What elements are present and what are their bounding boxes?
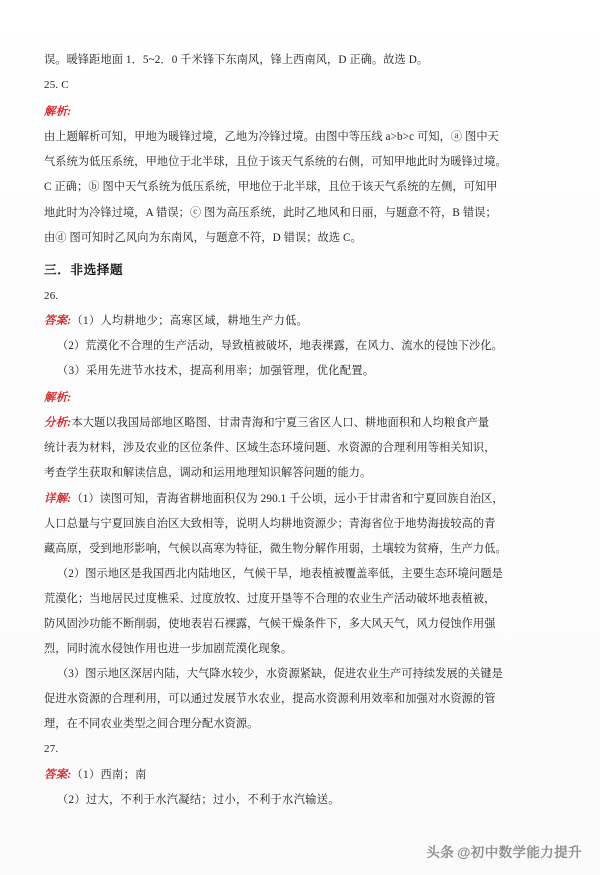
q27-answer-line-1: [44, 763, 528, 788]
q25-explanation-line-1: 由上题解析可知，甲地为暖锋过境，乙地为冷锋过境。由图中等压线 a>b>c 可知，ⓐ 图中天: [44, 131, 499, 144]
label-answer-26: 答案:: [44, 314, 72, 327]
section-heading-non-choice: 三．非选择题: [44, 262, 124, 277]
q26-detail-line-9: 促进水资源的合理利用，可以通过发展节水农业，提高水资源利用效率和加强对水资源的管: [44, 693, 496, 706]
watermark: [426, 841, 582, 861]
watermark-brand: 头条: [426, 845, 455, 860]
watermark-handle: @初中数学能力提升: [457, 845, 582, 860]
q27-answer-1-text: （1）西南；南: [71, 768, 147, 781]
q26-detail-line-2: 人口总量与宁夏回族自治区大致相等，说明人均耕地资源少；青海省位于地势海拔较高的青: [44, 517, 496, 530]
q26-answer-line-1: [44, 309, 528, 334]
q26-analysis-line-1: [44, 411, 528, 436]
q26-detail-line-10: 理，在不同农业类型之间合理分配水资源。: [44, 718, 259, 731]
label-analysis-2-text: 解析:: [44, 392, 72, 405]
q26-detail-line-8: （3）图示地区深居内陆，大气降水较少，水资源紧缺，促进农业生产可持续发展的关键是: [57, 668, 503, 681]
q25-explanation-line-3: C 正确；ⓑ 图中天气系统为低压系统，甲地位于北半球，且位于该天气系统的左侧，可知甲: [44, 181, 498, 194]
q26-answer-line-3: （3）采用先进节水技术，提高利用率；加强管理，优化配置。: [57, 365, 375, 378]
label-answer-27: 答案:: [44, 768, 72, 781]
label-analysis-1: [44, 98, 528, 125]
q26-analysis-1-text: 本大题以我国局部地区略图、甘肃青海和宁夏三省区人口、耕地面积和人均粮食产量: [71, 417, 490, 430]
q26-answer-1-text: （1）人均耕地少；高寒区域，耕地生产力低。: [71, 314, 309, 327]
q26-analysis-line-3: 考查学生获取和解读信息，调动和运用地理知识解答问题的能力。: [44, 467, 372, 480]
q25-explanation-line-4: 地此时为冷锋过境，A 错误；ⓒ 图为高压系统，此时乙地风和日丽，与题意不符，B 错误；: [44, 206, 497, 219]
q26-answer-line-2: （2）荒漠化不合理的生产活动，导致植被破坏，地表裸露，在风力、流水的侵蚀下沙化。: [57, 339, 503, 352]
document-body: [44, 48, 528, 813]
q26-detail-line-6: 防风固沙功能不断削弱，使地表岩石裸露，气候干燥条件下，多大风天气，风力侵蚀作用强: [44, 617, 496, 630]
question-26-number: 26.: [44, 289, 59, 302]
question-27-number: 27.: [44, 743, 59, 756]
paragraph-q24-tail: 误。暖锋距地面 1．5~2．0 千米锋下东南风，锋上西南风，D 正确。故选 D。: [44, 54, 429, 66]
q27-answer-line-2: （2）过大，不利于水汽凝结；过小，不利于水汽输送。: [57, 793, 340, 806]
label-fenxi: 分析:: [44, 417, 72, 430]
q25-explanation-line-2: 气系统为低压系统，甲地位于北半球，且位于该天气系统的右侧，可知甲地此时为暖锋过境。: [44, 156, 507, 169]
q26-detail-line-3: 藏高原，受到地形影响，气候以高寒为特征，微生物分解作用弱，土壤较为贫瘠，生产力低。: [44, 542, 507, 555]
q26-detail-line-1: [44, 487, 528, 512]
q25-explanation-line-5: 由ⓓ 图可知时乙风向为东南风，与题意不符，D 错误；故选 C。: [44, 231, 362, 244]
label-analysis-2: [44, 384, 528, 411]
q26-detail-line-5: 荒漠化；当地居民过度樵采、过度放牧、过度开垦等不合理的农业生产活动破坏地表植被，: [44, 592, 496, 605]
question-25-answer: 25. C: [44, 79, 69, 92]
label-analysis-1-text: 解析:: [44, 106, 72, 119]
label-xiangjie: 详解:: [44, 492, 72, 505]
q26-analysis-line-2: 统计表为材料，涉及农业的区位条件、区域生态环境问题、水资源的合理利用等相关知识，: [44, 442, 496, 455]
q26-detail-line-7: 烈，同时流水侵蚀作用也进一步加剧荒漠化现象。: [44, 643, 293, 656]
q26-detail-1-text: （1）读图可知，青海省耕地面积仅为 290.1 千公顷，远小于甘肃省和宁夏回族自治区，: [71, 492, 504, 505]
q26-detail-line-4: （2）图示地区是我国西北内陆地区，气候干旱，地表植被覆盖率低，主要生态环境问题是: [57, 567, 503, 580]
